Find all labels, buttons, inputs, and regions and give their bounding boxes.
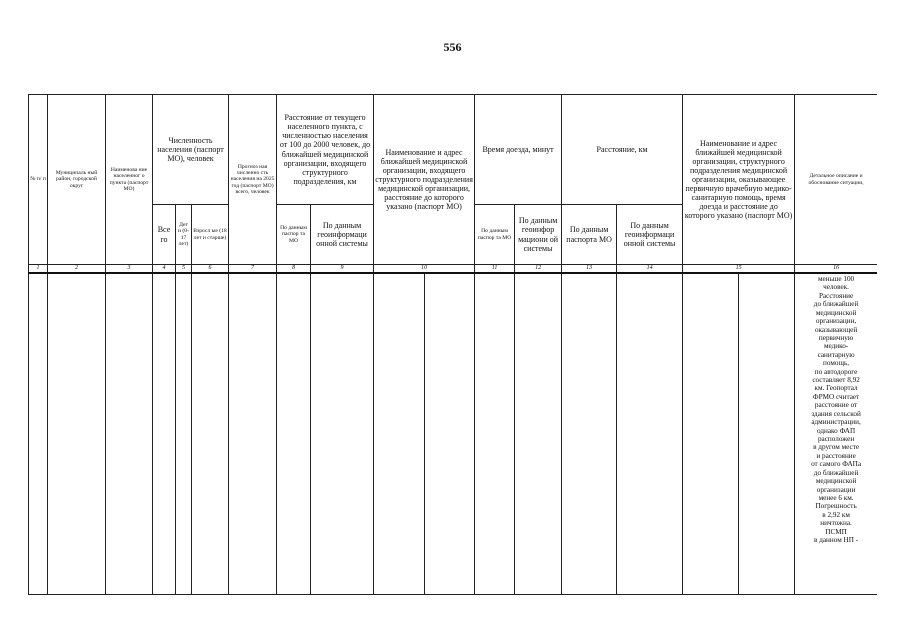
- description-line: ФРМО считает: [812, 392, 860, 401]
- column-number: 12: [515, 265, 562, 274]
- description-line: по автодороге: [814, 367, 858, 376]
- description-line: менее 6 км.: [818, 493, 854, 502]
- description-line: медицинской: [815, 308, 857, 317]
- description-line: здания сельской: [811, 409, 861, 418]
- description-line: ПСМП: [825, 527, 847, 536]
- description-line: человек.: [823, 283, 849, 292]
- column-number: 6: [192, 265, 229, 274]
- table-cell: [192, 273, 229, 595]
- header-distance-group: Расстояние, км: [562, 95, 683, 205]
- column-number: 5: [176, 265, 192, 274]
- page-number: 556: [443, 40, 462, 54]
- table-cell: [683, 273, 739, 595]
- description-line: Расстояние: [818, 291, 854, 300]
- table-cell: [617, 273, 683, 595]
- description-line: организации,: [815, 317, 857, 326]
- column-number: 7: [229, 265, 277, 274]
- data-table-container: [28, 94, 877, 595]
- description-line: помощь,: [823, 359, 850, 368]
- table-cell: [515, 273, 562, 595]
- column-number: 13: [562, 265, 617, 274]
- table-cell: [176, 273, 192, 595]
- description-line: организации: [816, 485, 856, 494]
- column-number: 3: [106, 265, 153, 274]
- description-line: меньше 100: [817, 275, 855, 283]
- header-settlement: Наименова ние населенног о пункта (паспорт МО): [106, 95, 153, 265]
- header-travel-time-group: Время доезда, минут: [475, 95, 562, 205]
- column-number: 8: [277, 265, 311, 274]
- description-line: ничтожна.: [820, 519, 852, 528]
- column-number: 4: [153, 265, 176, 274]
- header-number: № п/ п: [29, 95, 48, 265]
- description-line: в другом месте: [813, 443, 860, 452]
- table-cell: [374, 273, 425, 595]
- table-cell: [277, 273, 311, 595]
- header-time-gis: По данным геоинфор мациони ой системы: [515, 205, 562, 265]
- header-km-passport: По данным паспорта МО: [562, 205, 617, 265]
- header-distance-from-group: Расстояние от текущего населенного пункта, с численностью населения от 100 до 2000 человек, до ближайшей медицинской организации, входящего структурного подразделения, км: [277, 95, 374, 205]
- description-line: оказывающей: [814, 325, 858, 334]
- header-distance-passport: По данным паспор та МО: [277, 205, 311, 265]
- description-line: в данном НП -: [814, 536, 859, 545]
- table-cell: [106, 273, 153, 595]
- header-time-passport: По данным паспор та МО: [475, 205, 515, 265]
- column-number: 2: [48, 265, 106, 274]
- description-line: до ближайшей: [813, 468, 859, 477]
- table-cell: [425, 273, 475, 595]
- table-cell: [562, 273, 617, 595]
- description-line: санитарную: [817, 350, 855, 359]
- description-line: первичную: [818, 333, 854, 342]
- table-cell: [48, 273, 106, 595]
- table-cell: [475, 273, 515, 595]
- header-description: Детальное описание и обоснование ситуации,: [795, 95, 877, 265]
- description-line: медицинской: [815, 477, 857, 486]
- table-cell: [311, 273, 374, 595]
- header-forecast-population: Прогноз ная численно сть населения на 2025 год (паспорт МО) всего, человек: [229, 95, 277, 265]
- description-line: медико-: [823, 342, 849, 351]
- header-district: Муниципаль ный район, городской округ: [48, 95, 106, 265]
- column-number: 9: [311, 265, 374, 274]
- description-line: в 2,92 км: [822, 510, 850, 519]
- table-cell: [29, 273, 48, 595]
- description-line: составляет 8,92: [812, 376, 860, 385]
- column-number: 14: [617, 265, 683, 274]
- column-number: 11: [475, 265, 515, 274]
- header-distance-gis: По данным геоинформаци онной системы: [311, 205, 374, 265]
- description-line: однако ФАП: [816, 426, 856, 435]
- table-cell: [153, 273, 176, 595]
- header-nearest-org: Наименование и адрес ближайшей медицинской организации, входящего структурного подразделения медицинской организации, расстояние до которого указано (паспорт МО): [374, 95, 475, 265]
- header-population-total: Все го: [153, 205, 176, 265]
- header-population-group: Численность населения (паспорт МО), человек: [153, 95, 229, 205]
- description-line: и расстояние: [816, 451, 856, 460]
- column-number: 16: [795, 265, 877, 274]
- table-cell: [739, 273, 795, 595]
- header-population-children: Дет и (0- 17 лет): [176, 205, 192, 265]
- header-primary-care-org: Наименование и адрес ближайшей медицинской организации, структурного подразделения медицинской организации, оказывающее первичную врачебную медико-санитарную помощь, время доезда и расстояние до которого указано (паспорт МО): [683, 95, 795, 265]
- description-cell: [795, 273, 877, 595]
- column-number: 15: [683, 265, 795, 274]
- description-line: расстояние от: [814, 401, 858, 410]
- description-line: Погрешность: [815, 502, 857, 511]
- header-km-gis: По данным геоинформаци онной системы: [617, 205, 683, 265]
- column-number: 1: [29, 265, 48, 274]
- table-cell: [229, 273, 277, 595]
- description-line: км. Геопортал: [814, 384, 858, 393]
- description-line: до ближайшей: [813, 300, 859, 309]
- column-number: 10: [374, 265, 475, 274]
- table-row: [29, 273, 878, 595]
- data-table: [28, 94, 877, 595]
- description-line: администрации,: [811, 418, 861, 427]
- description-line: от самого ФАПа: [811, 460, 862, 469]
- description-line: расположен: [817, 435, 855, 444]
- header-population-adults: Взросл ые (18 лет и старше): [192, 205, 229, 265]
